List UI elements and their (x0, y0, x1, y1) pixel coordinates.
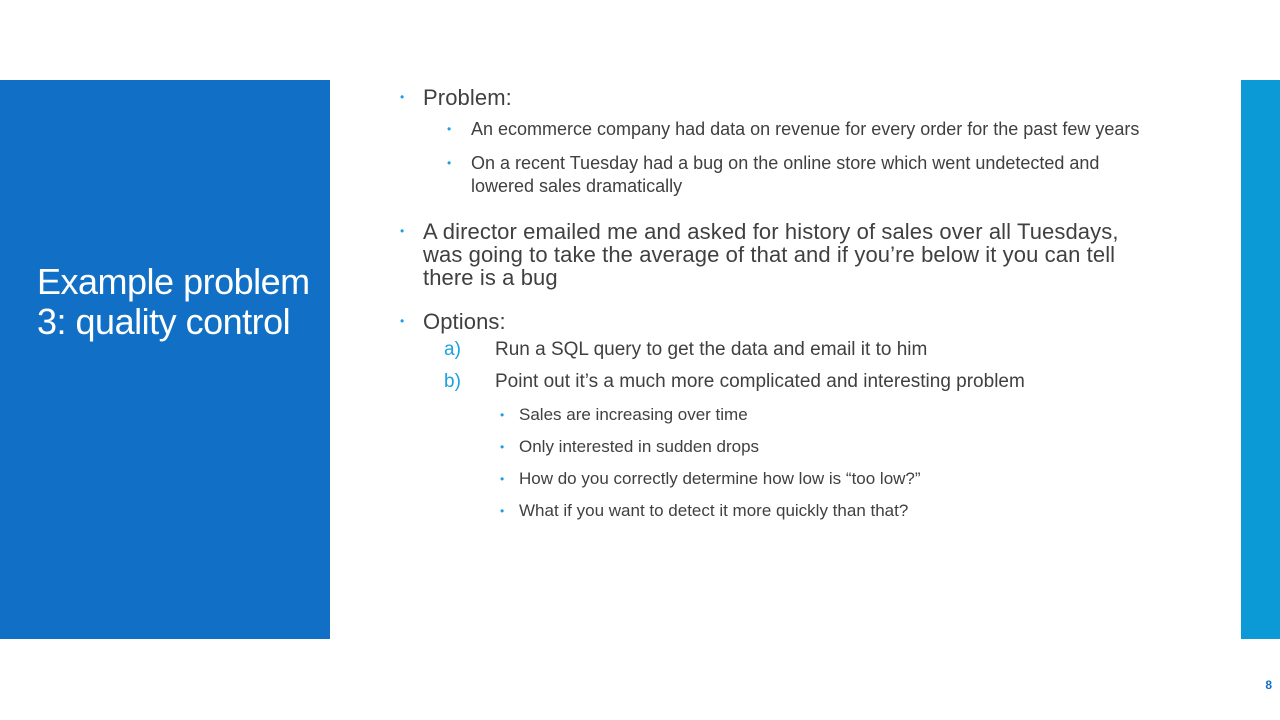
page-number: 8 (1265, 678, 1272, 692)
option-a (400, 338, 1160, 361)
slide-title: Example problem 3: quality control (37, 261, 310, 342)
bullet-dot-icon: • (447, 122, 452, 136)
option-marker: a) (444, 339, 461, 360)
bullet-text: An ecommerce company had data on revenue for every order for the past few years (471, 119, 1140, 139)
bullet-text: On a recent Tuesday had a bug on the online store which went undetected and lowered sales dramatically (471, 153, 1100, 196)
bullet-dot-icon: • (500, 440, 505, 454)
bullet-text: What if you want to detect it more quickly than that? (519, 501, 909, 520)
bullet-dot-icon: • (400, 314, 405, 328)
option-marker: b) (444, 371, 461, 392)
bullet-dot-icon: • (500, 472, 505, 486)
bullet-problem (400, 86, 1160, 109)
bullet-dot-icon: • (500, 408, 505, 422)
bullet-director (400, 220, 1160, 289)
bullet-dot-icon: • (400, 90, 405, 104)
option-text: Point out it’s a much more complicated and interesting problem (495, 371, 1025, 392)
sub-point-quickly (400, 500, 1160, 522)
bullet-dot-icon: • (400, 224, 405, 238)
slide-content (400, 84, 1160, 522)
title-panel (0, 80, 330, 639)
accent-strip (1241, 80, 1280, 639)
sub-bullet-ecommerce (400, 118, 1160, 141)
bullet-dot-icon: • (500, 504, 505, 518)
sub-bullet-bug (400, 152, 1160, 198)
bullet-options (400, 310, 1160, 333)
bullet-text: A director emailed me and asked for history of sales over all Tuesdays, was going to take the average of that and if you’re below it you can tell there is a bug (423, 219, 1119, 290)
bullet-dot-icon: • (447, 156, 452, 170)
sub-point-too-low (400, 468, 1160, 490)
bullet-text: Options: (423, 309, 506, 334)
bullet-text: Sales are increasing over time (519, 405, 748, 424)
bullet-text: Problem: (423, 85, 512, 110)
bullet-text: Only interested in sudden drops (519, 437, 760, 456)
option-text: Run a SQL query to get the data and email it to him (495, 339, 928, 360)
bullet-text: How do you correctly determine how low is “too low?” (519, 469, 921, 488)
sub-point-increasing (400, 404, 1160, 426)
sub-point-drops (400, 436, 1160, 458)
option-b (400, 370, 1160, 393)
